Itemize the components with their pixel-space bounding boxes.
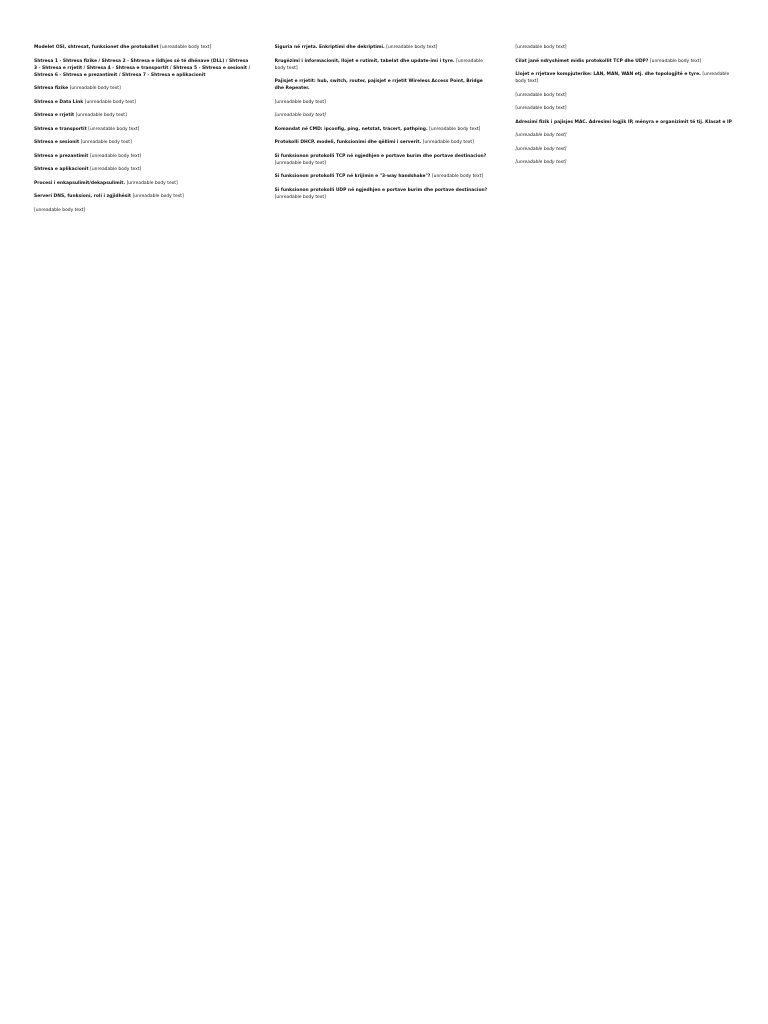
paragraph [515, 159, 734, 166]
paragraph-heading: Siguria në rrjeta. Enkriptimi dhe dekriptimi. [274, 45, 387, 50]
paragraph [515, 44, 734, 51]
paragraph [34, 166, 253, 173]
paragraph [34, 153, 253, 160]
paragraph [275, 44, 494, 51]
paragraph [515, 71, 734, 85]
text-column-2 [275, 44, 494, 1010]
paragraph-body: [unreadable body text] [132, 194, 184, 199]
paragraph [34, 126, 253, 133]
paragraph [34, 99, 253, 106]
paragraph-body: [unreadable body text] [274, 160, 326, 166]
paragraph-heading: Shtresa e rrjetit [34, 113, 76, 118]
paragraph-body: [unreadable body text] [88, 126, 140, 132]
paragraph-heading: Serveri DNS, funksioni, roli i zgjidhësit [34, 194, 133, 199]
paragraph-heading: Shtresa e sesionit [34, 140, 81, 145]
paragraph-heading: Modelet OSI, shtresat, funksionet dhe protokollet [34, 45, 161, 50]
paragraph-heading: Si funksionon protokolli TCP në ngjedhjen e portave burim dhe portave destinacion? [274, 153, 487, 159]
paragraph-body: [unreadable body text] [34, 207, 86, 213]
paragraph-heading: Si funksionon protokolli UDP në ngjedhjen e portave burim dhe portave destinacion? [274, 187, 488, 193]
paragraph-body: [unreadable body text] [386, 45, 438, 50]
paragraph [275, 99, 494, 106]
paragraph-body: [unreadable body text] [126, 180, 178, 186]
paragraph [34, 180, 253, 187]
paragraph [34, 207, 253, 214]
paragraph [275, 173, 494, 180]
paragraph-heading: Adresimi fizik i pajisjes MAC. Adresimi logjik IP, mënyra e organizimit të tij. Klasat e IP [515, 119, 732, 125]
paragraph [275, 112, 494, 119]
paragraph-heading: Pajisjet e rrjetit: hub, switch, router, pajisjet e rrjetit Wireless Access Point, Bridge dhe Repeater. [274, 79, 483, 91]
paragraph-body: [unreadable body text] [75, 113, 127, 118]
paragraph-heading: Shtresa 1 - Shtresa fizike / Shtresa 2 - Shtresa e lidhjes së të dhënave (DLL) / Shtresa 3 - Shtresa e rrjetit / Shtresa 4 - Shtresa e transportit / Shtresa 5 - Shtresa e sesionit / Shtresa 6 - Shtresa e prezantimit / Shtresa 7 - Shtresa e aplikacionit [34, 58, 251, 78]
paragraph-heading: Llojet e rrjetave kompjuterike: LAN, MAN, WAN etj. dhe topologjitë e tyre. [515, 72, 703, 77]
paragraph-body: [unreadable body text] [80, 140, 132, 145]
paragraph-heading: Shtresa e aplikacionit [34, 167, 91, 172]
paragraph-body: [unreadable body text] [515, 106, 567, 111]
paragraph-body: [unreadable body text] [274, 58, 483, 71]
paragraph-heading: Procesi i enkapsulimit/dekapsulimit. [34, 180, 127, 186]
paragraph [275, 139, 494, 146]
paragraph [275, 58, 494, 72]
paragraph-heading: Shtresa fizike [34, 86, 70, 91]
text-column-1 [34, 44, 253, 1010]
paragraph-body: [unreadable body text] [515, 72, 730, 84]
paragraph-body: [unreadable body text] [515, 45, 567, 50]
paragraph [515, 132, 734, 139]
paragraph-heading: Rrugëzimi i informacionit, llojet e rutimit, tabelat dhe update-imi i tyre. [274, 58, 457, 64]
paragraph [34, 58, 253, 79]
paragraph-heading: Si funksionon protokolli TCP në krijimin e "3-way handshake"? [274, 174, 432, 179]
paragraph-body: [unreadable body text] [515, 133, 567, 138]
paragraph-body: [unreadable body text] [89, 153, 142, 159]
paragraph-heading: Shtresa e transportit [34, 126, 89, 132]
paragraph-body: [unreadable body text] [90, 167, 142, 172]
paragraph [275, 78, 494, 92]
paragraph [34, 44, 253, 51]
paragraph-body: [unreadable body text] [422, 140, 474, 145]
paragraph-body: [unreadable body text] [431, 174, 484, 179]
paragraph-body: [unreadable body text] [274, 113, 326, 118]
paragraph [275, 153, 494, 167]
paragraph [515, 105, 734, 112]
paragraph-body: [unreadable body text] [274, 99, 326, 105]
paragraph-body: [unreadable body text] [84, 99, 136, 105]
paragraph-body: [unreadable body text] [515, 146, 567, 152]
paragraph [34, 193, 253, 200]
paragraph [515, 146, 734, 153]
paragraph [34, 85, 253, 92]
paragraph-body: [unreadable body text] [649, 58, 702, 64]
paragraph-body: [unreadable body text] [429, 126, 481, 132]
paragraph [515, 92, 734, 99]
paragraph-body: [unreadable body text] [274, 194, 326, 200]
paragraph-heading: Protokolli DHCP, modeli, funksionimi dhe qëllimi i serverit. [274, 140, 423, 145]
paragraph [275, 126, 494, 133]
paragraph [34, 112, 253, 119]
paragraph [515, 58, 734, 65]
paragraph-body: [unreadable body text] [515, 160, 567, 165]
paragraph [275, 187, 494, 201]
paragraph-heading: Shtresa e Data Link [34, 99, 85, 105]
paragraph-heading: Cilat janë ndryshimet midis protokollit TCP dhe UDP? [515, 58, 650, 64]
paragraph-heading: Shtresa e prezantimit [34, 153, 90, 159]
paragraph-body: [unreadable body text] [69, 86, 121, 91]
paragraph [515, 119, 734, 126]
paragraph-heading: Komandat në CMD: ipconfig, ping, netstat, tracert, pathping. [274, 126, 430, 132]
paragraph-body: [unreadable body text] [160, 45, 212, 50]
paragraph-body: [unreadable body text] [515, 92, 567, 98]
text-column-3 [515, 44, 734, 1010]
paragraph [34, 139, 253, 146]
